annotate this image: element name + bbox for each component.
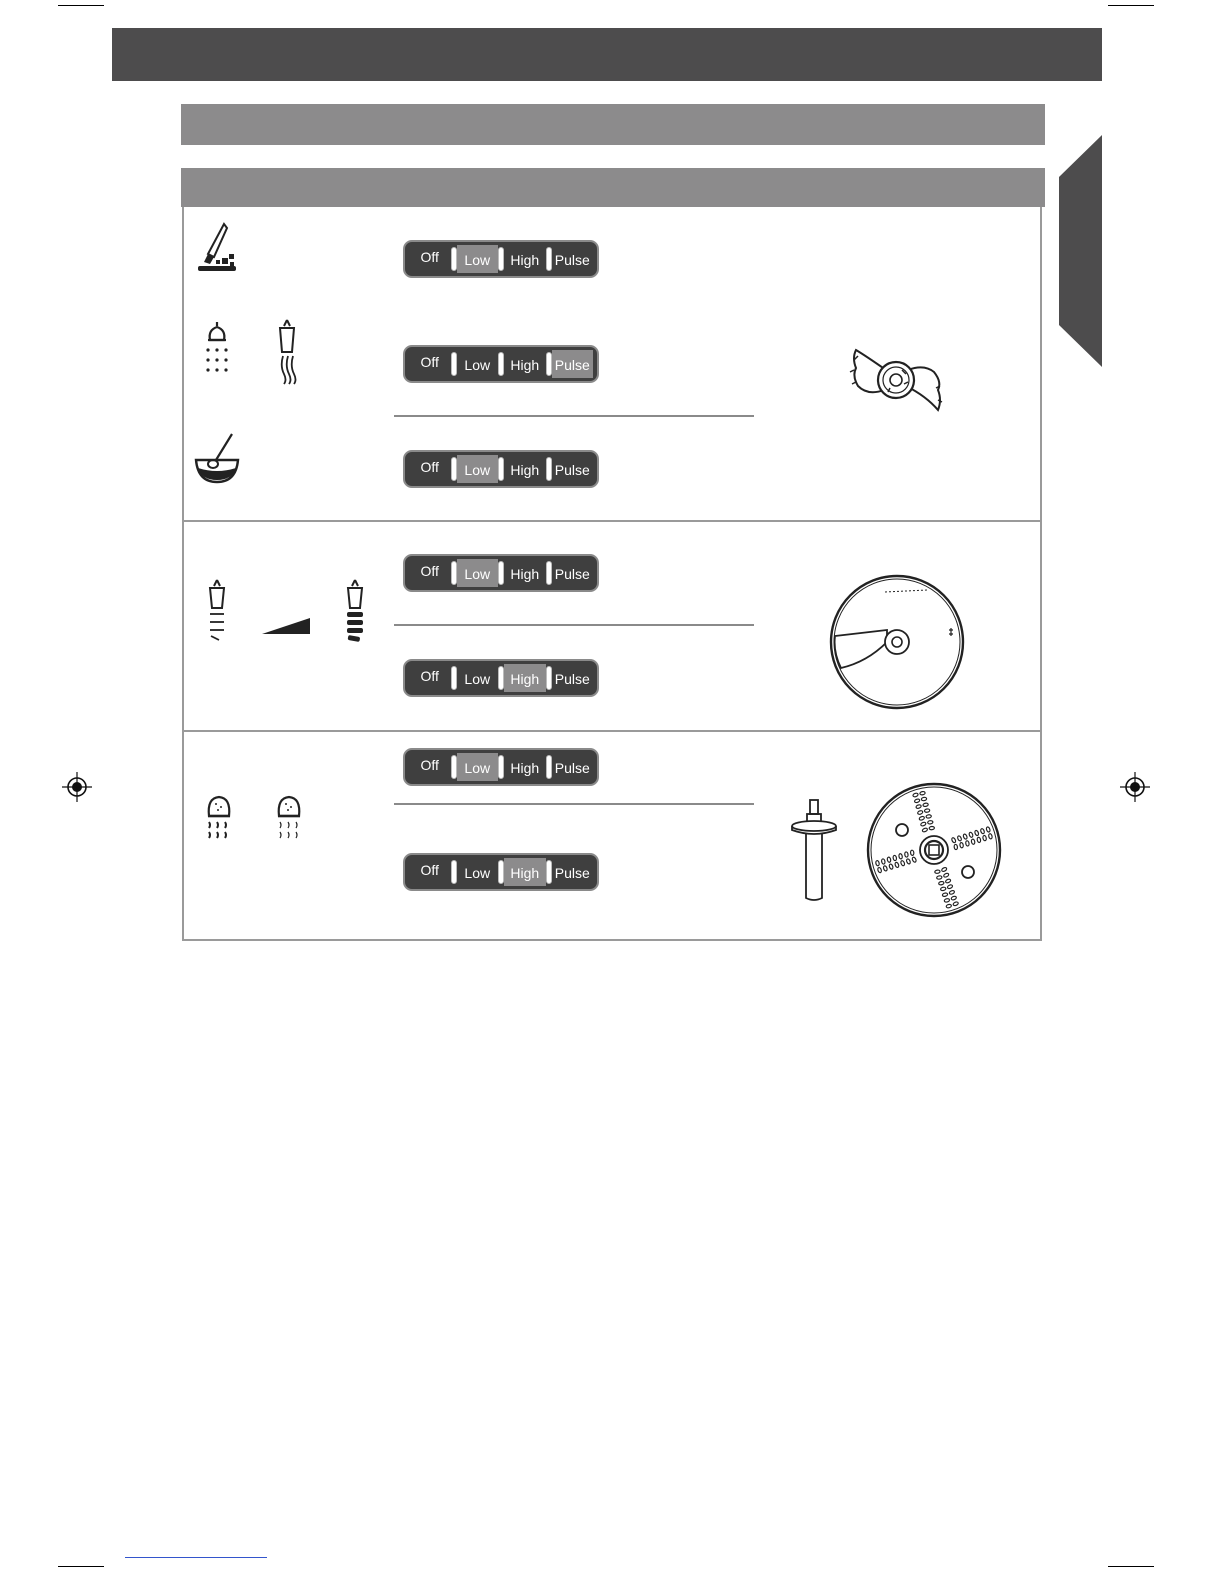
speed-label: Low (464, 671, 491, 687)
option-separator (394, 415, 754, 417)
speed-label: Off (420, 563, 439, 579)
shred-hole (969, 832, 974, 838)
shred-hole (919, 816, 925, 821)
shred-hole (988, 833, 992, 839)
shred-hole (960, 842, 964, 848)
coarse-shred-icon (274, 794, 304, 844)
table-header (181, 168, 1045, 207)
shred-hole (923, 803, 929, 807)
shred-hole (921, 797, 927, 801)
speed-control (403, 554, 599, 592)
speed-label: High (510, 671, 540, 687)
shred-hole (940, 887, 946, 891)
speed-low-button (457, 455, 499, 483)
page-header-bar (112, 28, 1102, 81)
row-divider (182, 730, 1042, 732)
shred-hole (893, 855, 897, 861)
speed-pulse-button (552, 753, 594, 781)
speed-label: High (510, 566, 540, 582)
speed-label: Off (420, 862, 439, 878)
shred-hole (910, 850, 914, 856)
thickness-wedge-icon (262, 618, 310, 634)
speed-low-button (457, 858, 499, 886)
speed-label: Off (420, 459, 439, 475)
shred-hole (936, 875, 942, 879)
adjustable-slicing-disc-icon (827, 572, 967, 712)
shred-hole (951, 837, 956, 843)
speed-control (403, 659, 599, 697)
speed-label: Low (464, 865, 491, 881)
speed-low-button (457, 753, 499, 781)
speed-label: High (510, 462, 540, 478)
speed-label: Pulse (554, 252, 590, 268)
speed-control (403, 748, 599, 786)
mix-bowl-icon (194, 432, 242, 486)
speed-label: Low (464, 760, 491, 776)
speed-pulse-button (552, 245, 594, 273)
speed-pulse-button (552, 455, 594, 483)
shred-hole (883, 865, 888, 871)
option-separator (394, 624, 754, 626)
speed-label: Pulse (554, 865, 590, 881)
shred-hole (875, 860, 879, 866)
speed-control (403, 853, 599, 891)
speed-pulse-button (552, 350, 594, 378)
shred-hole (982, 835, 986, 841)
speed-low-button (457, 350, 499, 378)
shred-hole (894, 862, 899, 868)
speed-off-button (409, 559, 451, 587)
speed-label: High (510, 252, 540, 268)
shred-hole (947, 884, 953, 889)
speed-low-button (457, 664, 499, 692)
shred-hole (917, 810, 923, 815)
footer-rule (125, 1557, 267, 1558)
speed-high-button (504, 245, 546, 273)
shred-hole (944, 898, 950, 902)
shred-hole (922, 827, 928, 832)
speed-label: High (510, 357, 540, 373)
speed-label: Pulse (554, 566, 590, 582)
shred-hole (943, 873, 949, 878)
speed-high-button (504, 753, 546, 781)
shred-hole (965, 841, 969, 847)
speed-label: Pulse (554, 760, 590, 776)
shred-hole (935, 870, 941, 874)
shred-hole (887, 857, 891, 863)
section-header-bar (181, 104, 1045, 145)
shred-hole (914, 798, 920, 803)
shred-hole (942, 893, 948, 897)
shred-hole (941, 867, 947, 872)
crop-mark (1108, 5, 1154, 6)
speed-off-button (409, 245, 451, 273)
shred-hole (945, 878, 951, 883)
speed-label: Low (464, 566, 491, 582)
speed-label: Off (420, 354, 439, 370)
shred-hole (953, 901, 959, 906)
shred-hole (938, 881, 944, 885)
speed-control (403, 345, 599, 383)
speed-high-button (504, 858, 546, 886)
speed-label: Off (420, 668, 439, 684)
shred-hole (929, 826, 935, 830)
speed-label: Off (420, 757, 439, 773)
shred-hole (926, 814, 932, 818)
chop-knife-icon (194, 222, 240, 276)
speed-label: Low (464, 462, 491, 478)
row-divider (182, 520, 1042, 522)
shred-hole (977, 837, 981, 843)
option-separator (394, 803, 754, 805)
crop-mark (1108, 1566, 1154, 1567)
shred-hole (986, 826, 991, 832)
speed-high-button (504, 455, 546, 483)
shred-hole (900, 860, 905, 866)
crop-mark (58, 5, 104, 6)
registration-mark-icon (1120, 772, 1150, 802)
speed-pulse-button (552, 559, 594, 587)
speed-low-button (457, 245, 499, 273)
speed-high-button (504, 350, 546, 378)
shred-hole (974, 830, 979, 836)
multipurpose-blade-icon (844, 340, 948, 418)
speed-label: High (510, 865, 540, 881)
shred-hole (920, 822, 926, 827)
speed-pulse-button (552, 858, 594, 886)
speed-label: Pulse (554, 462, 590, 478)
speed-off-button (409, 455, 451, 483)
shred-hole (954, 844, 958, 850)
mince-carrot-icon (272, 318, 302, 386)
thick-slice-carrot-icon (342, 578, 368, 644)
shred-hole (946, 904, 952, 908)
registration-mark-icon (62, 772, 92, 802)
shred-hole (971, 839, 975, 845)
crop-mark (58, 1566, 104, 1567)
shred-hole (920, 791, 926, 795)
shred-hole (928, 820, 934, 824)
shred-hole (949, 890, 955, 895)
shred-hole (951, 896, 957, 901)
speed-low-button (457, 559, 499, 587)
shred-hole (924, 809, 930, 813)
shred-hole (963, 834, 968, 840)
fine-shred-icon (204, 794, 234, 844)
speed-control (403, 240, 599, 278)
speed-off-button (409, 858, 451, 886)
shred-hole (889, 864, 894, 870)
shred-hole (980, 828, 985, 834)
speed-high-button (504, 664, 546, 692)
shred-hole (881, 859, 885, 865)
speed-label: Low (464, 252, 491, 268)
speed-label: Low (464, 357, 491, 373)
speed-off-button (409, 664, 451, 692)
shred-hole (957, 835, 962, 841)
side-tab (1059, 135, 1102, 367)
speed-control (403, 450, 599, 488)
shredding-disc-icon (866, 782, 1002, 918)
speed-label: Pulse (554, 357, 590, 373)
speed-off-button (409, 753, 451, 781)
shred-hole (913, 793, 919, 798)
thin-slice-carrot-icon (204, 578, 230, 644)
stem-adapter-icon (788, 796, 840, 904)
speed-label: High (510, 760, 540, 776)
mince-onion-icon (202, 320, 232, 376)
speed-pulse-button (552, 664, 594, 692)
shred-hole (906, 858, 911, 864)
shred-hole (916, 804, 922, 809)
shred-hole (904, 852, 908, 858)
speed-label: Off (420, 249, 439, 265)
speed-high-button (504, 559, 546, 587)
speed-off-button (409, 350, 451, 378)
shred-hole (912, 857, 917, 863)
shred-hole (877, 867, 882, 873)
shred-hole (899, 853, 903, 859)
speed-label: Pulse (554, 671, 590, 687)
